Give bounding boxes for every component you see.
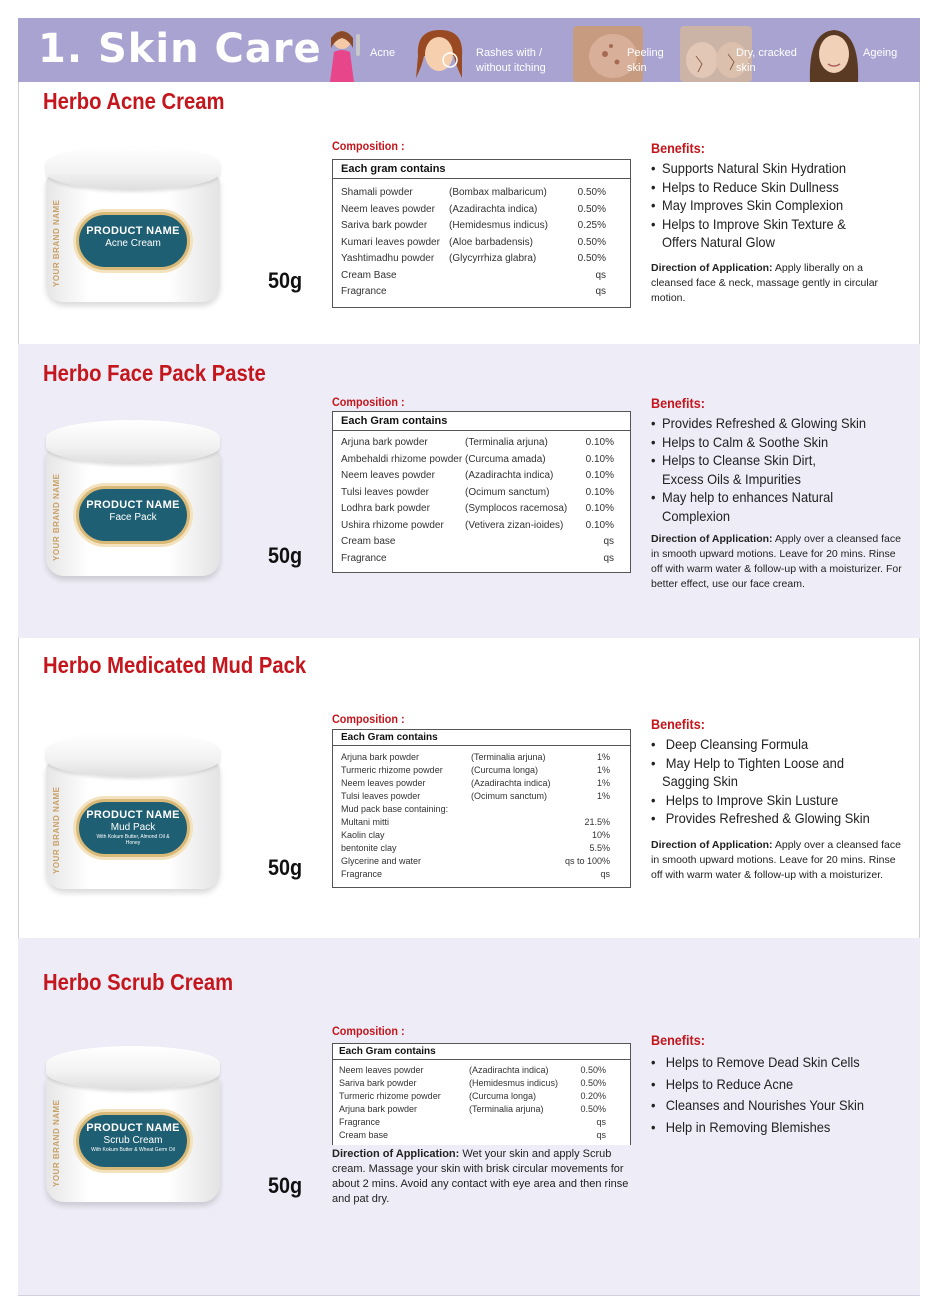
ingredient-row: Tulsi leaves powder (Ocimum sanctum) 0.10% <box>341 486 614 498</box>
benefit-item: • Helps to Reduce Acne <box>651 1074 890 1096</box>
ingredient-row: Arjuna bark powder (Terminalia arjuna) 1% <box>341 752 610 762</box>
ingredient-row: Multani mitti 21.5% <box>341 817 610 827</box>
direction-of-application: Direction of Application: Apply liberally on a cleansed face & neck, massage gently in circular motion. <box>651 262 879 304</box>
ingredient-row: Neem leaves powder (Azadirachta indica) 1% <box>341 778 610 788</box>
ingredient-row: bentonite clay 5.5% <box>341 843 610 853</box>
composition-title: Composition : <box>332 139 405 153</box>
ingredient-row: Glycerine and water qs to 100% <box>341 856 610 866</box>
ingredient-row: Turmeric rhizome powder (Curcuma longa) 0.20% <box>339 1091 606 1101</box>
benefit-item: • Helps to Reduce Skin Dullness <box>651 178 890 197</box>
ingredient-row: Lodhra bark powder (Symplocos racemosa) 0.10% <box>341 503 614 514</box>
composition-title: Composition : <box>332 712 405 726</box>
ingredient-row: Sariva bark powder (Hemidesmus indicus) 0.50% <box>339 1078 606 1088</box>
ingredient-row: Shamali powder (Bombax malbaricum) 0.50% <box>341 187 606 198</box>
composition-header: Each Gram contains <box>333 412 630 431</box>
ingredient-row: Kumari leaves powder (Aloe barbadensis) 0.50% <box>341 236 606 248</box>
rash-woman-icon <box>410 26 468 82</box>
benefit-item: • Provides Refreshed & Glowing Skin <box>651 414 890 433</box>
benefit-item: • Helps to Improve Skin Texture & <box>651 215 890 234</box>
ingredient-row: Sariva bark powder (Hemidesmus indicus) 0.25% <box>341 220 606 231</box>
ingredient-row: Fragrance qs <box>341 286 606 297</box>
ingredient-row: Cream base qs <box>339 1130 606 1140</box>
composition-header: Each gram contains <box>333 160 630 179</box>
product-title: Herbo Medicated Mud Pack <box>43 652 307 678</box>
ingredient-row: Turmeric rhizome powder (Curcuma longa) 1% <box>341 765 610 775</box>
benefits-title: Benefits: <box>651 716 705 732</box>
benefits-list <box>651 159 911 252</box>
product-title: Herbo Scrub Cream <box>43 969 234 995</box>
ingredient-row: Kaolin clay 10% <box>341 830 610 840</box>
product-jar-image <box>46 733 220 893</box>
product-jar-image <box>46 146 220 306</box>
product-weight: 50g <box>268 268 303 293</box>
ingredient-row: Arjuna bark powder (Terminalia arjuna) 0.50% <box>339 1104 606 1114</box>
jar-brand-text: YOUR BRAND NAME <box>52 1099 61 1187</box>
condition-label-acne: Acne <box>370 47 396 59</box>
ingredient-row: Fragrance qs <box>341 869 610 879</box>
benefit-item: • Helps to Remove Dead Skin Cells <box>651 1052 890 1074</box>
jar-label: PRODUCT NAME Face Pack <box>76 486 190 544</box>
jar-label: PRODUCT NAME Mud Pack With Kokum Butter, Almond Oil & Honey <box>76 799 190 857</box>
composition-table <box>332 1043 631 1145</box>
product-weight: 50g <box>268 543 303 568</box>
category-title: 1. Skin Care <box>38 26 322 72</box>
benefits-title: Benefits: <box>651 1032 705 1048</box>
benefits-list <box>651 1052 911 1138</box>
benefits-title: Benefits: <box>651 140 705 156</box>
direction-of-application: Direction of Application: Apply over a cleansed face in smooth upward motions. Leave for 20 mins. Rinse off with warm water & follow-up with a moisturizer. <box>651 839 901 881</box>
product-jar-image <box>46 420 220 580</box>
direction-of-application: Direction of Application: Wet your skin and apply Scrub cream. Massage your skin with brisk circular movements for about 2 mins. Avoid any contact with eye area and then rinse and pat dry. <box>332 1148 629 1205</box>
benefit-item: • Supports Natural Skin Hydration <box>651 159 890 178</box>
ingredient-row: Neem leaves powder (Azadirachta indica) 0.50% <box>339 1065 606 1075</box>
composition-title: Composition : <box>332 1024 405 1038</box>
benefit-item-continued: Complexion <box>662 507 731 524</box>
product-jar-image <box>46 1046 220 1206</box>
benefit-item: • Cleanses and Nourishes Your Skin <box>651 1095 890 1117</box>
ingredient-row: Ambehaldi rhizome powder (Curcuma amada) 0.10% <box>341 453 614 465</box>
benefit-item: • Helps to Improve Skin Lusture <box>651 791 890 810</box>
ingredient-row: Mud pack base containing: <box>341 804 449 814</box>
jar-label: PRODUCT NAME Scrub Cream With Kokum Butter & Wheat Germ Oil <box>76 1112 190 1170</box>
jar-label: PRODUCT NAME Acne Cream <box>76 212 190 270</box>
benefit-item: • Helps to Calm & Soothe Skin <box>651 433 890 452</box>
product-title: Herbo Face Pack Paste <box>43 360 266 386</box>
acne-woman-icon <box>316 26 368 82</box>
ingredient-row: Neem leaves powder (Azadirachta indica) 0.50% <box>341 203 606 215</box>
ingredient-row: Cream Base qs <box>341 269 606 281</box>
ingredient-row: Yashtimadhu powder (Glycyrrhiza glabra) 0.50% <box>341 253 606 264</box>
composition-title: Composition : <box>332 395 405 409</box>
benefits-list <box>651 414 911 525</box>
benefits-list <box>651 735 911 828</box>
benefit-item: • May Help to Tighten Loose and <box>651 754 890 773</box>
condition-label-rashes: Rashes with / without itching <box>476 47 546 74</box>
condition-label-peeling: Peeling skin <box>627 47 664 74</box>
benefit-item-continued: Excess Oils & Impurities <box>662 470 801 487</box>
composition-table <box>332 729 631 888</box>
benefit-item: • May Improves Skin Complexion <box>651 196 890 215</box>
product-weight: 50g <box>268 855 303 880</box>
product-weight: 50g <box>268 1173 303 1198</box>
ingredient-row: Arjuna bark powder (Terminalia arjuna) 0.10% <box>341 437 614 448</box>
condition-label-ageing: Ageing <box>863 47 898 59</box>
ingredient-row: Cream base qs <box>341 536 614 547</box>
benefit-item-continued: Sagging Skin <box>662 773 738 789</box>
ingredient-row: Neem leaves powder (Azadirachta indica) 0.10% <box>341 470 614 481</box>
ingredient-row: Tulsi leaves powder (Ocimum sanctum) 1% <box>341 791 610 801</box>
benefit-item-continued: Offers Natural Glow <box>662 234 775 250</box>
benefit-item: • May help to enhances Natural <box>651 488 890 507</box>
category-header <box>18 18 920 82</box>
benefit-item: • Help in Removing Blemishes <box>651 1117 890 1139</box>
benefit-item: • Provides Refreshed & Glowing Skin <box>651 809 890 828</box>
composition-header: Each Gram contains <box>333 730 630 746</box>
benefit-item: • Helps to Cleanse Skin Dirt, <box>651 451 890 470</box>
benefit-item: • Deep Cleansing Formula <box>651 735 890 754</box>
ingredient-row: Fragrance qs <box>339 1117 606 1127</box>
jar-brand-text: YOUR BRAND NAME <box>52 199 61 287</box>
ingredient-row: Fragrance qs <box>341 552 614 564</box>
jar-brand-text: YOUR BRAND NAME <box>52 786 61 874</box>
direction-of-application: Direction of Application: Apply over a cleansed face in smooth upward motions. Leave for 20 mins. Rinse off with warm water & follow-up with a moisturizer. For better effect, use our face cream. <box>651 533 902 590</box>
benefits-title: Benefits: <box>651 395 705 411</box>
composition-table <box>332 411 631 573</box>
ingredient-row: Ushira rhizome powder (Vetivera zizan-ioides) 0.10% <box>341 519 614 531</box>
composition-table <box>332 159 631 308</box>
composition-header: Each Gram contains <box>333 1044 630 1060</box>
product-title: Herbo Acne Cream <box>43 88 225 114</box>
ageing-face-icon <box>804 26 864 82</box>
condition-label-dry: Dry, cracked skin <box>736 47 797 74</box>
jar-brand-text: YOUR BRAND NAME <box>52 473 61 561</box>
